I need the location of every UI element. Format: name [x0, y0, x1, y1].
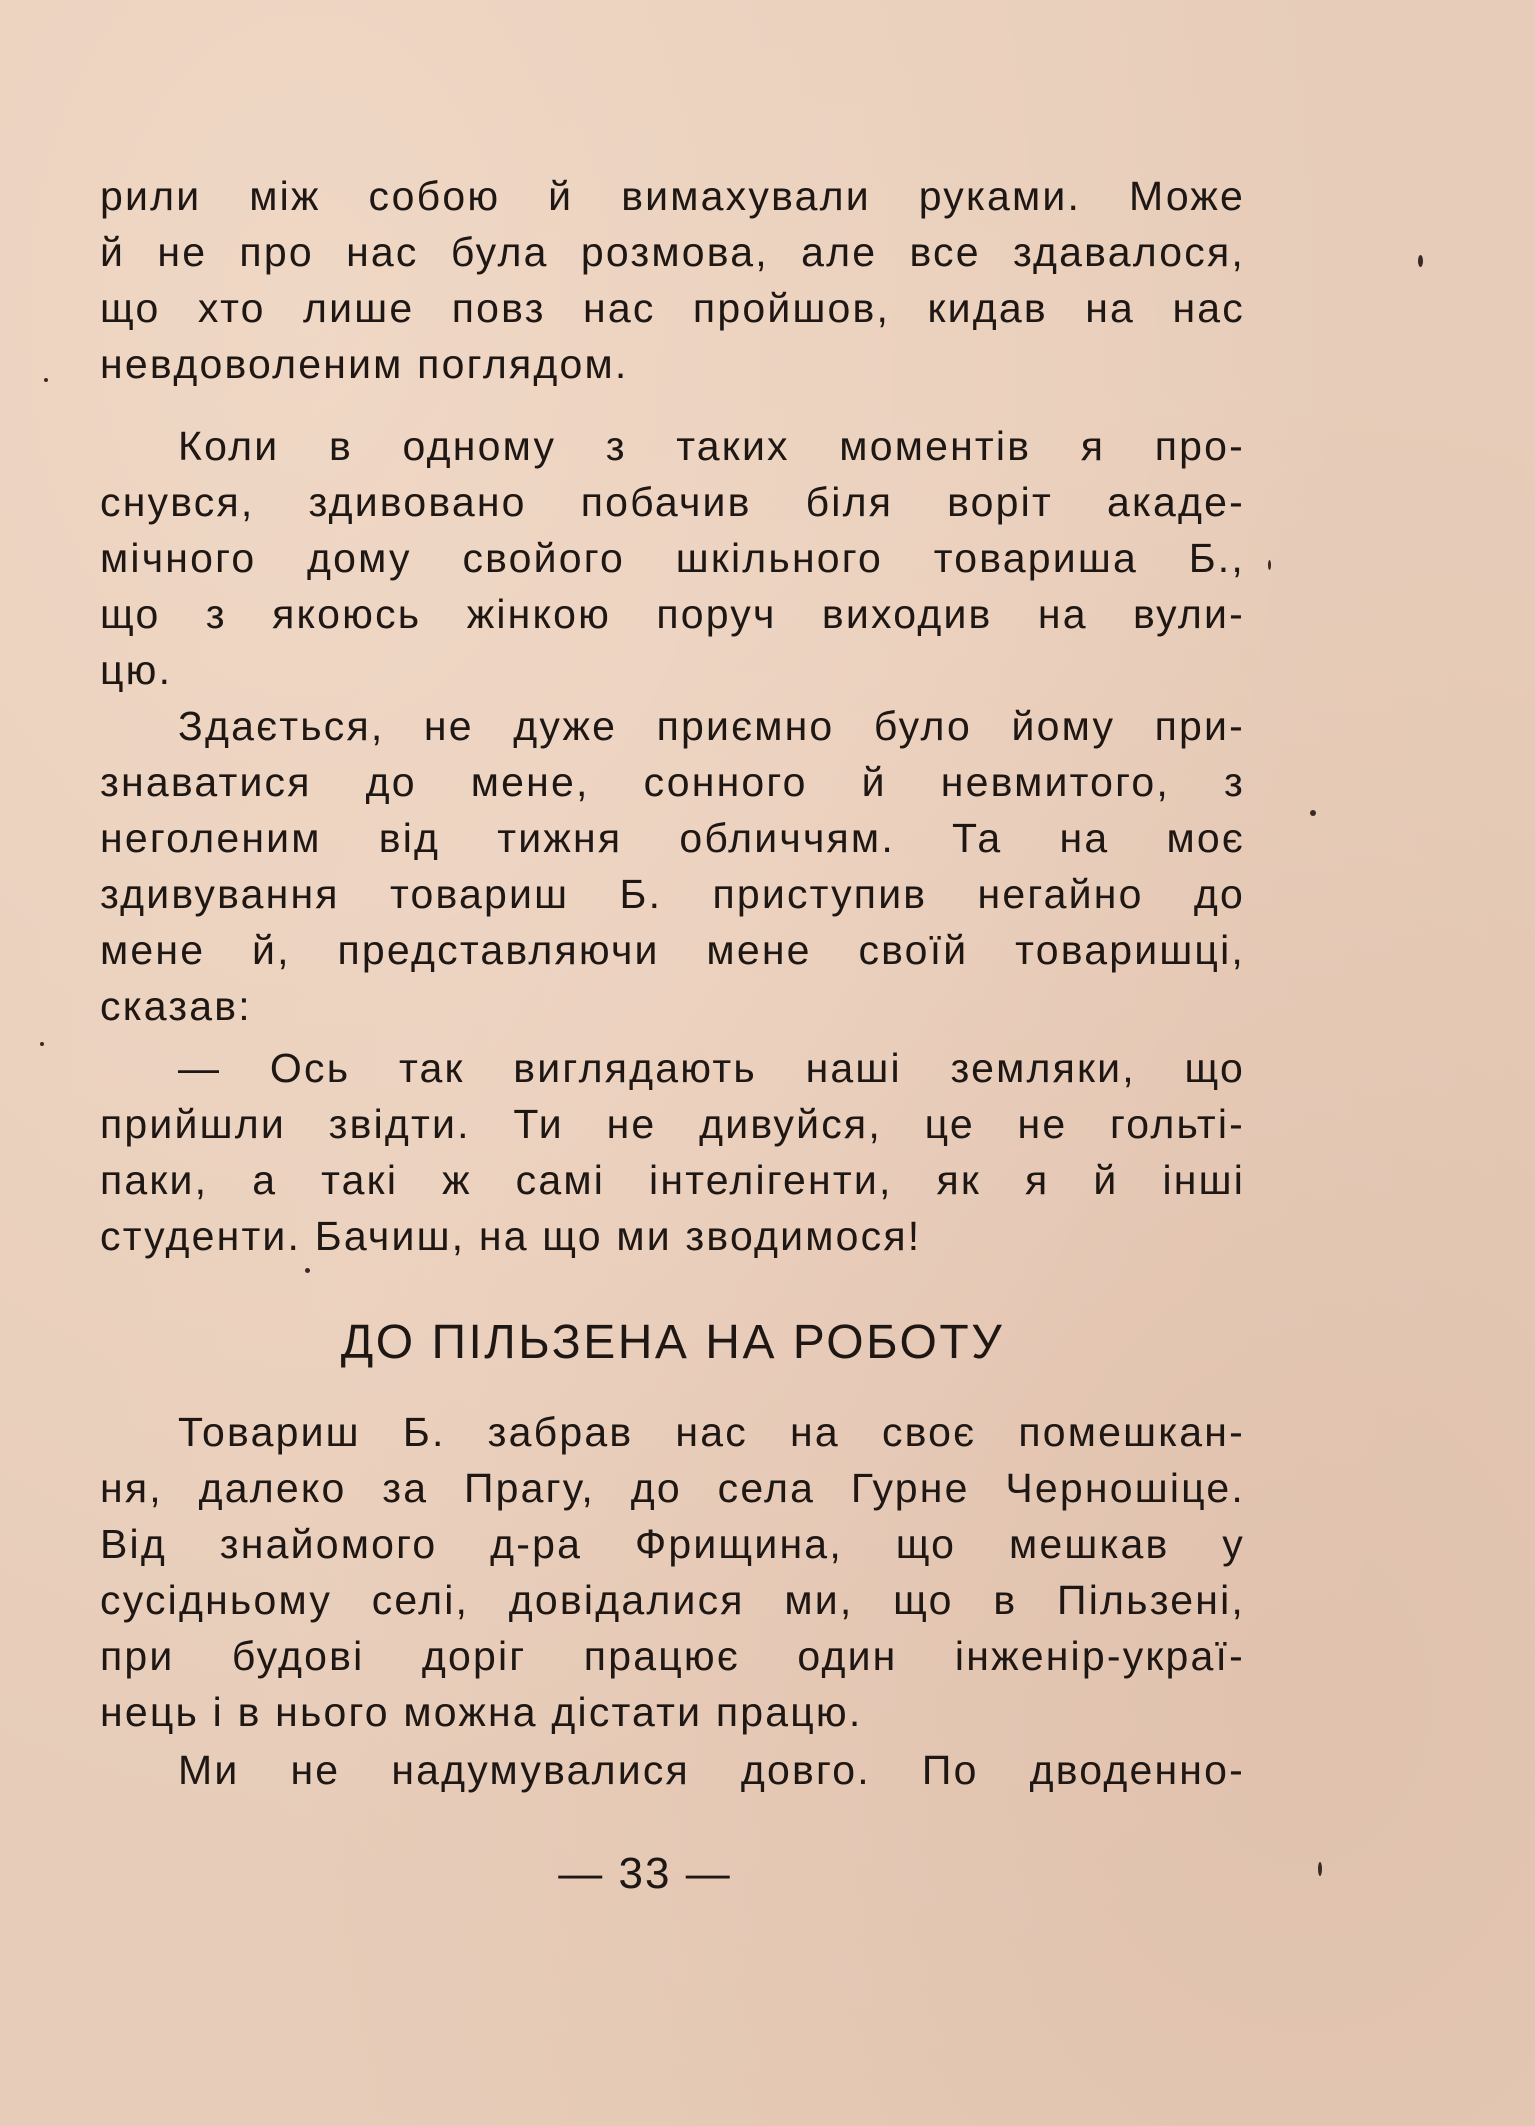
paragraph-5: [100, 1404, 1245, 1740]
scan-speck: [40, 1042, 44, 1046]
text-line: Коли в одному з таких моментів я про-: [178, 423, 1245, 469]
text-line: здивування товариш Б. приступив негайно до: [100, 871, 1245, 917]
paragraph-4: [100, 1040, 1245, 1264]
text-line: ня, далеко за Прагу, до села Гурне Черношіце.: [100, 1465, 1245, 1511]
scan-speck: [1318, 1862, 1322, 1876]
text-line: Від знайомого д-ра Фрищина, що мешкав у: [100, 1521, 1245, 1567]
text-line: неголеним від тижня обличчям. Та на моє: [100, 815, 1245, 861]
text-line: нець і в нього можна дістати працю.: [100, 1689, 863, 1735]
paragraph-2: [100, 418, 1245, 698]
text-line: прийшли звідти. Ти не дивуйся, це не гольті-: [100, 1101, 1245, 1147]
text-line: невдоволеним поглядом.: [100, 341, 629, 387]
text-line: цю.: [100, 647, 173, 693]
page-number: — 33 —: [558, 1849, 732, 1898]
text-line: сусідньому селі, довідалися ми, що в Пільзені,: [100, 1577, 1245, 1623]
paragraph-1: [100, 168, 1245, 392]
paragraph-6: [100, 1742, 1245, 1798]
text-line: паки, а такі ж самі інтелігенти, як я й інші: [100, 1157, 1245, 1203]
text-line: рили між собою й вимахували руками. Може: [100, 173, 1245, 219]
text-line: сказав:: [100, 983, 252, 1029]
text-line: мічного дому свойого шкільного товариша Б.,: [100, 535, 1245, 581]
text-line: знаватися до мене, сонного й невмитого, з: [100, 759, 1245, 805]
section-heading: ДО ПІЛЬЗЕНА НА РОБОТУ: [340, 1316, 1005, 1369]
text-line: при будові доріг працює один інженір-украї-: [100, 1633, 1245, 1679]
text-line: мене й, представляючи мене своїй товаришці,: [100, 927, 1245, 973]
text-line: Товариш Б. забрав нас на своє помешкан-: [178, 1409, 1245, 1455]
text-line: що з якоюсь жінкою поруч виходив на вули-: [100, 591, 1245, 637]
text-line: — Ось так виглядають наші земляки, що: [178, 1045, 1245, 1091]
scan-speck: [44, 378, 48, 382]
scan-speck: [1310, 810, 1316, 816]
text-line: Ми не надумувалися довго. По дводенно-: [178, 1747, 1245, 1793]
text-line: снувся, здивовано побачив біля воріт акаде-: [100, 479, 1245, 525]
text-line: студенти. Бачиш, на що ми зводимося!: [100, 1213, 922, 1259]
scan-speck: [305, 1268, 310, 1273]
text-line: що хто лише повз нас пройшов, кидав на нас: [100, 285, 1245, 331]
scan-speck: [1268, 560, 1271, 570]
paragraph-3: [100, 698, 1245, 1034]
text-line: й не про нас була розмова, але все здавалося,: [100, 229, 1245, 275]
text-line: Здається, не дуже приємно було йому при-: [178, 703, 1245, 749]
scan-speck: [1418, 255, 1423, 267]
